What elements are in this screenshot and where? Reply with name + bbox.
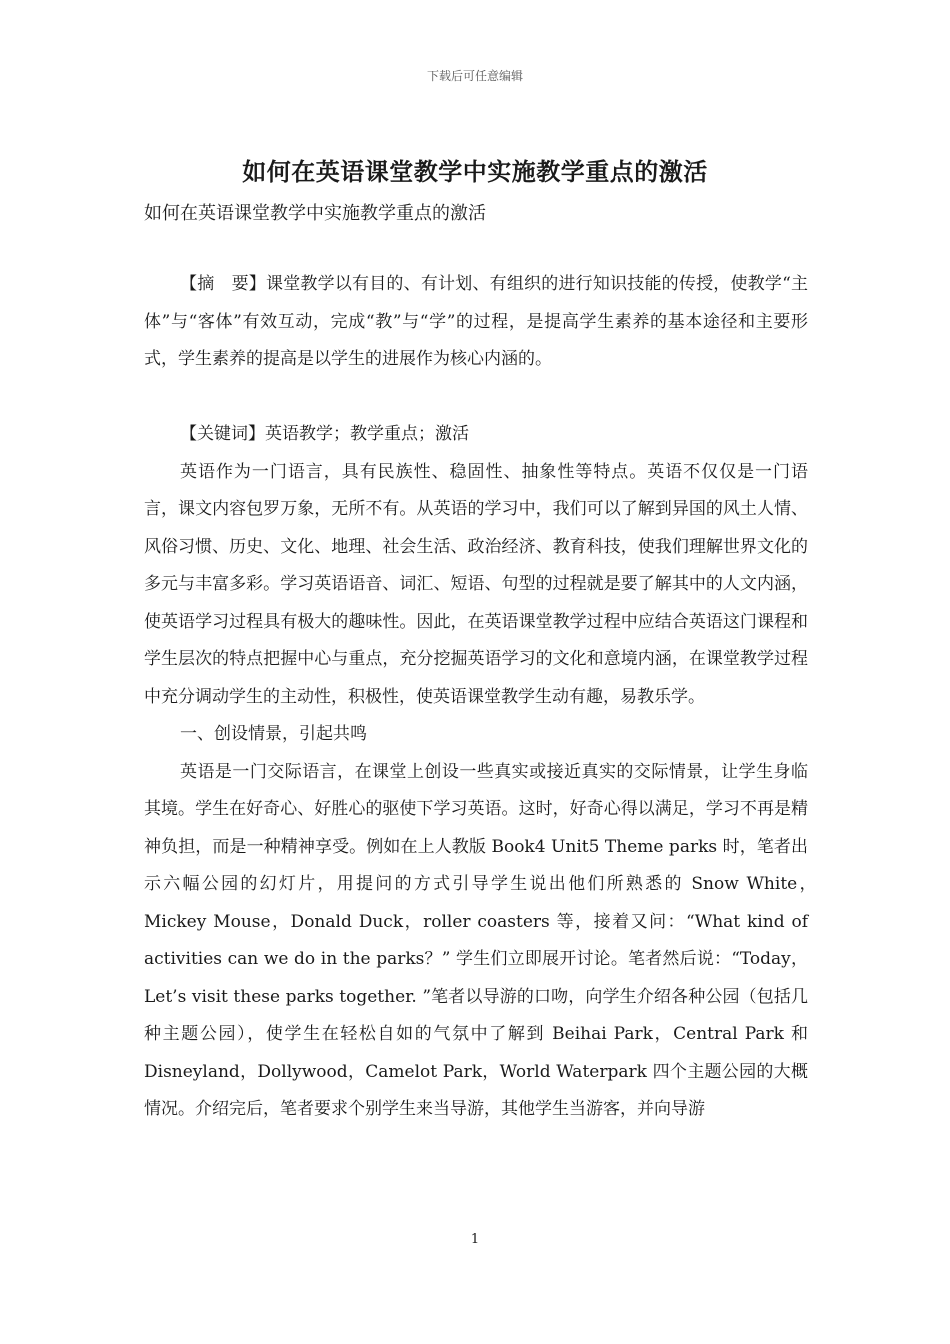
abstract-paragraph: 【摘 要】课堂教学以有目的、有计划、有组织的进行知识技能的传授，使教学“主体”与“客体”有效互动，完成“教”与“学”的过程，是提高学生素养的基本途径和主要形式，学生素养的提高是以学生的进展作为核心内涵的。 — [144, 274, 808, 369]
abstract-section — [144, 266, 808, 379]
body-paragraph: 英语是一门交际语言，在课堂上创设一些真实或接近真实的交际情景，让学生身临其境。学生在好奇心、好胜心的驱使下学习英语。这时，好奇心得以满足，学习不再是精神负担，而是一种精神享受。例如在上人教版 Book4 Unit5 Theme parks 时，笔者出示六幅公园的幻灯片，用提问的方式引导学生说出他们所熟悉的 Snow White， Mickey Mouse，Donald Duck，roller coasters 等，接着又问：“What kind of activities can we do in the parks？” 学生们立即展开讨论。笔者然后说：“Today，Let’s visit these parks together. ”笔者以导游的口吻，向学生介绍各种公园（包括几种主题公园），使学生在轻松自如的气氛中了解到 Beihai Park，Central Park 和 Disneyland，Dollywood，Camelot Park，World Waterpark 四个主题公园的大概情况。介绍完后，笔者要求个别学生来当导游，其他学生当游客，并向导游 — [144, 761, 825, 1119]
page-number: 1 — [470, 1232, 480, 1247]
main-body — [144, 416, 825, 1129]
section-heading: 一、创设情景，引起共鸣 — [180, 724, 367, 744]
keywords-line: 【关键词】英语教学；教学重点；激活 — [180, 424, 469, 444]
document-subtitle: 如何在英语课堂教学中实施教学重点的激活 — [144, 203, 486, 224]
header-note: 下载后可任意编辑 — [426, 69, 523, 83]
document-title: 如何在英语课堂教学中实施教学重点的激活 — [242, 157, 708, 186]
body-paragraph: 英语作为一门语言，具有民族性、稳固性、抽象性等特点。英语不仅仅是一门语言，课文内容包罗万象，无所不有。从英语的学习中，我们可以了解到异国的风土人情、风俗习惯、历史、文化、地理、社会生活、政治经济、教育科技，使我们理解世界文化的多元与丰富多彩。学习英语语音、词汇、短语、句型的过程就是要了解其中的人文内涵，使英语学习过程具有极大的趣味性。因此，在英语课堂教学过程中应结合英语这门课程和学生层次的特点把握中心与重点，充分挖掘英语学习的文化和意境内涵，在课堂教学过程中充分调动学生的主动性，积极性，使英语课堂教学生动有趣，易教乐学。 — [144, 461, 808, 707]
